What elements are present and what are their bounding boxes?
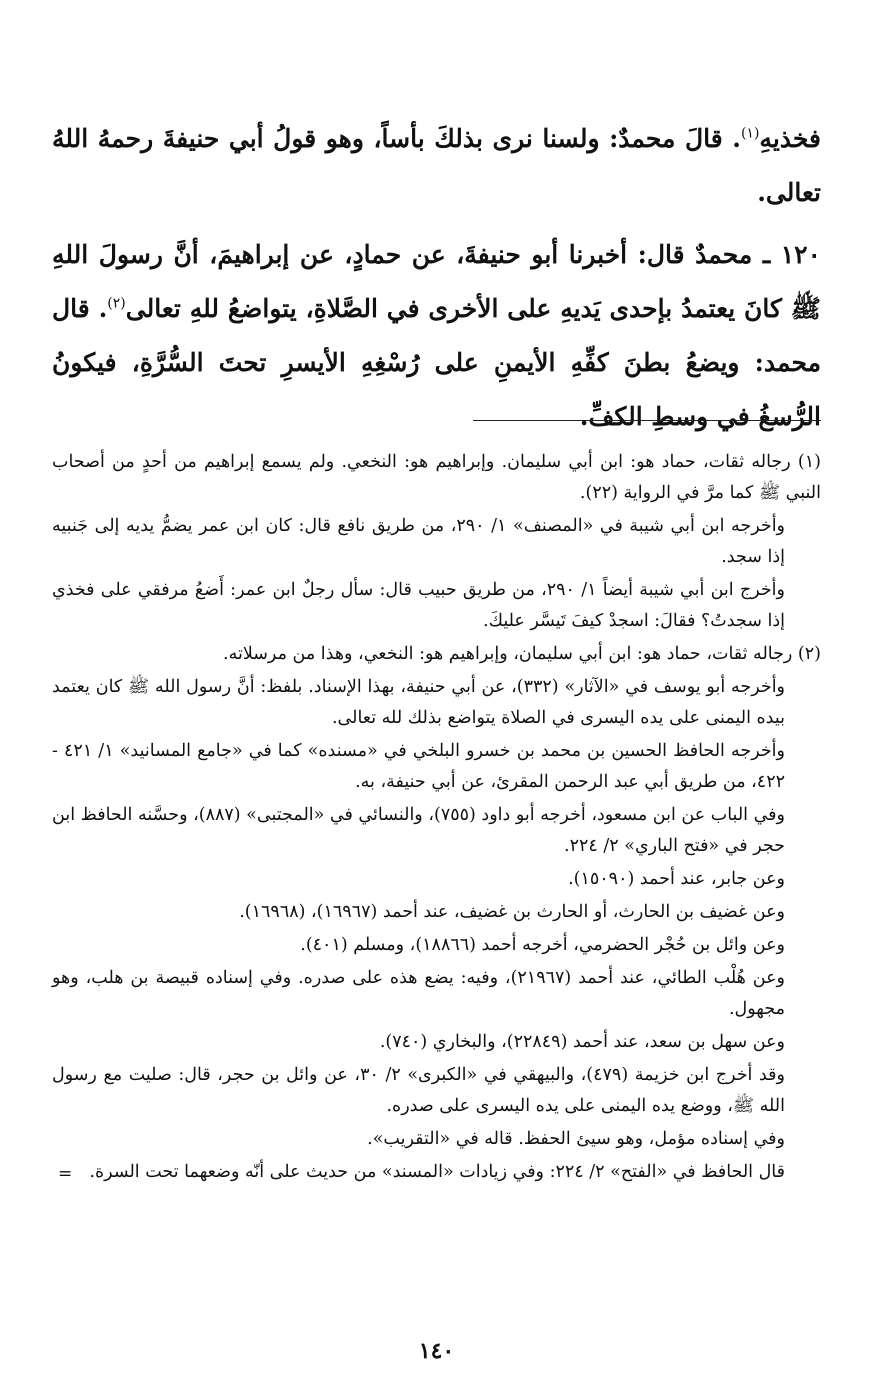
footnote-line: وقد أخرج ابن خزيمة (٤٧٩)، والبيهقي في «الكبرى» ٢/ ٣٠، عن وائل بن حجر، قال: صليت مع رسول الله ﷺ، ووضع يده اليمنى على يده اليسرى على صدره. xyxy=(52,1065,785,1116)
footnote-line-text: قال الحافظ في «الفتح» ٢/ ٢٢٤: وفي زيادات «المسند» من حديث على أنّه وضعهما تحت السرة. xyxy=(89,1162,785,1182)
main-para2-head: ١٢٠ ـ محمدٌ قال: أخبرنا أبو حنيفةَ، عن حمادٍ، عن إبراهيمَ، أنَّ رسولَ اللهِ ﷺ كانَ يعتمدُ بإحدى يَديهِ على الأخرى في الصَّلاةِ، يتواضعُ للهِ تعالى xyxy=(52,240,821,323)
footnote-2: (٢) رجاله ثقات، حماد هو: ابن أبي سليمان، وإبراهيم هو: النخعي، وهذا من مرسلاته. xyxy=(223,644,821,664)
main-paragraph-120 xyxy=(52,228,821,444)
footnote-ref-2[interactable]: (٢) xyxy=(107,295,126,312)
footnote-line: وأخرجه أبو يوسف في «الآثار» (٣٣٢)، عن أبي حنيفة، بهذا الإسناد. بلفظ: أنَّ رسول الله ﷺ كان يعتمد بيده اليمنى على يده اليسرى في الصلاة يتواضع بذلك لله تعالى. xyxy=(52,677,786,728)
footnote-line: وعن هُلْب الطائي، عند أحمد (٢١٩٦٧)، وفيه: يضع هذه على صدره. وفي إسناده قبيصة بن هلب، وهو مجهول. xyxy=(52,968,785,1019)
footnote-line: وعن غضيف بن الحارث، أو الحارث بن غضيف، عند أحمد (١٦٩٦٧)، (١٦٩٦٨). xyxy=(239,902,785,922)
footnote-line: وأخرج ابن أبي شيبة أيضاً ١/ ٢٩٠، من طريق حبيب قال: سأل رجلٌ ابن عمر: أَضعُ مرفقي على فخذي إذا سجدتُ؟ فقالَ: اسجدْ كيفَ تَيسَّر عليكَ. xyxy=(52,580,785,631)
footnote-line: وأخرجه ابن أبي شيبة في «المصنف» ١/ ٢٩٠، من طريق نافع قال: كان ابن عمر يضمُّ يديه إلى جَنبيه إذا سجد. xyxy=(52,516,786,567)
footnote-line: وعن وائل بن حُجْر الحضرمي، أخرجه أحمد (١٨٨٦٦)، ومسلم (٤٠١). xyxy=(300,935,785,955)
continuation-mark: = xyxy=(58,1164,73,1184)
footnote-line: وعن سهل بن سعد، عند أحمد (٢٢٨٤٩)، والبخاري (٧٤٠). xyxy=(379,1032,785,1052)
main-para1-rest: . قالَ محمدٌ: ولسنا نرى بذلكَ بأساً، وهو قولُ أبي حنيفةَ رحمهُ اللهُ تعالى. xyxy=(52,124,821,207)
footnote-ref-1[interactable]: (١) xyxy=(740,125,760,142)
main-paragraph-1 xyxy=(52,112,821,220)
footnote-line xyxy=(52,1157,821,1188)
main-para2-rest: . قال محمد: ويضعُ بطنَ كفِّهِ الأيمنِ على رُسْغِهِ الأيسرِ تحتَ السُّرَّةِ، فيكونُ الرُّسغُ في وسطِ الكفِّ. xyxy=(52,294,821,431)
main-para1-text: فخذيهِ xyxy=(759,124,821,153)
page-number: ١٤٠ xyxy=(418,1338,455,1364)
footnote-1: (١) رجاله ثقات، حماد هو: ابن أبي سليمان. وإبراهيم هو: النخعي. ولم يسمع إبراهيم من أحدٍ من أصحاب النبي ﷺ كما مرَّ في الرواية (٢٢). xyxy=(52,452,821,503)
footnotes xyxy=(52,447,821,1190)
footnote-line: وفي إسناده مؤمل، وهو سيئ الحفظ. قاله في «التقريب». xyxy=(367,1129,785,1149)
footnote-divider xyxy=(473,420,821,421)
main-text xyxy=(52,112,821,444)
footnote-line: وعن جابر، عند أحمد (١٥٠٩٠). xyxy=(568,869,785,889)
footnote-line: وفي الباب عن ابن مسعود، أخرجه أبو داود (٧٥٥)، والنسائي في «المجتبى» (٨٨٧)، وحسَّنه الحافظ ابن حجر في «فتح الباري» ٢/ ٢٢٤. xyxy=(52,805,785,856)
footnote-line: وأخرجه الحافظ الحسين بن محمد بن خسرو البلخي في «مسنده» كما في «جامع المسانيد» ١/ ٤٢١ - ٤٢٢، من طريق أبي عبد الرحمن المقرئ، عن أبي حنيفة، به. xyxy=(52,741,785,792)
